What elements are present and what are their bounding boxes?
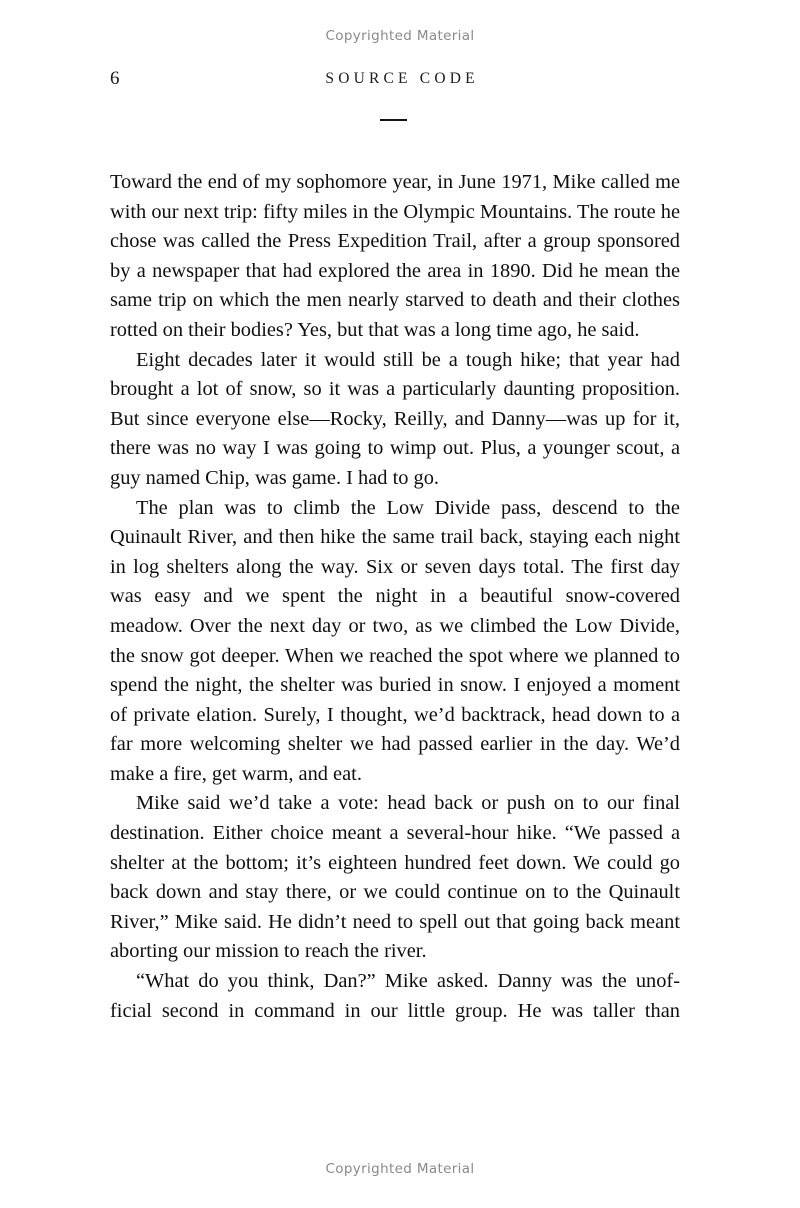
body-text-block xyxy=(110,168,680,1026)
paragraph: The plan was to climb the Low Divide pass, descend to the Quinault River, and then hike the same trail back, staying each night in log shelters along the way. Six or seven days total. The first day was easy and we spent the night in a beautiful snow-covered meadow. Over the next day or two, as we climbed the Low Divide, the snow got deeper. When we reached the spot where we planned to spend the night, the shelter was buried in snow. I enjoyed a moment of private elation. Surely, I thought, we’d backtrack, head down to a far more welcoming shelter we had passed earlier in the day. We’d make a fire, get warm, and eat. xyxy=(110,496,680,785)
paragraph: Toward the end of my sophomore year, in June 1971, Mike called me with our next trip: fifty miles in the Olympic Mountains. The route he chose was called the Press Expedition Trail, after a group sponsored by a newspaper that had explored the area in 1890. Did he mean the same trip on which the men nearly starved to death and their clothes rotted on their bodies? Yes, but that was a long time ago, he said. xyxy=(110,171,680,341)
paragraph: Mike said we’d take a vote: head back or push on to our final destination. Either choice meant a several-hour hike. “We passed a shelter at the bottom; it’s eighteen hundred feet down. We could go back down and stay there, or we could continue on to the Quinault River,” Mike said. He didn’t need to spell out that going back meant aborting our mission to reach the river. xyxy=(110,792,680,963)
paragraph: “What do you think, Dan?” Mike asked. Danny was the unof-ficial second in command in our little group. He was taller than xyxy=(110,970,680,1022)
page-number: 6 xyxy=(110,68,120,89)
running-head-row xyxy=(0,66,800,92)
watermark-top: Copyrighted Material xyxy=(325,28,475,44)
watermark-bottom: Copyrighted Material xyxy=(325,1161,475,1177)
divider-rule-icon xyxy=(380,119,407,121)
section-divider xyxy=(0,113,800,125)
paragraph: Eight decades later it would still be a tough hike; that year had brought a lot of snow, so it was a particularly daunting proposition. But since everyone else—Rocky, Reilly, and Danny—was up for it, there was no way I was going to wimp out. Plus, a younger scout, a guy named Chip, was game. I had to go. xyxy=(110,348,680,489)
running-head-title: SOURCE CODE xyxy=(325,70,479,87)
